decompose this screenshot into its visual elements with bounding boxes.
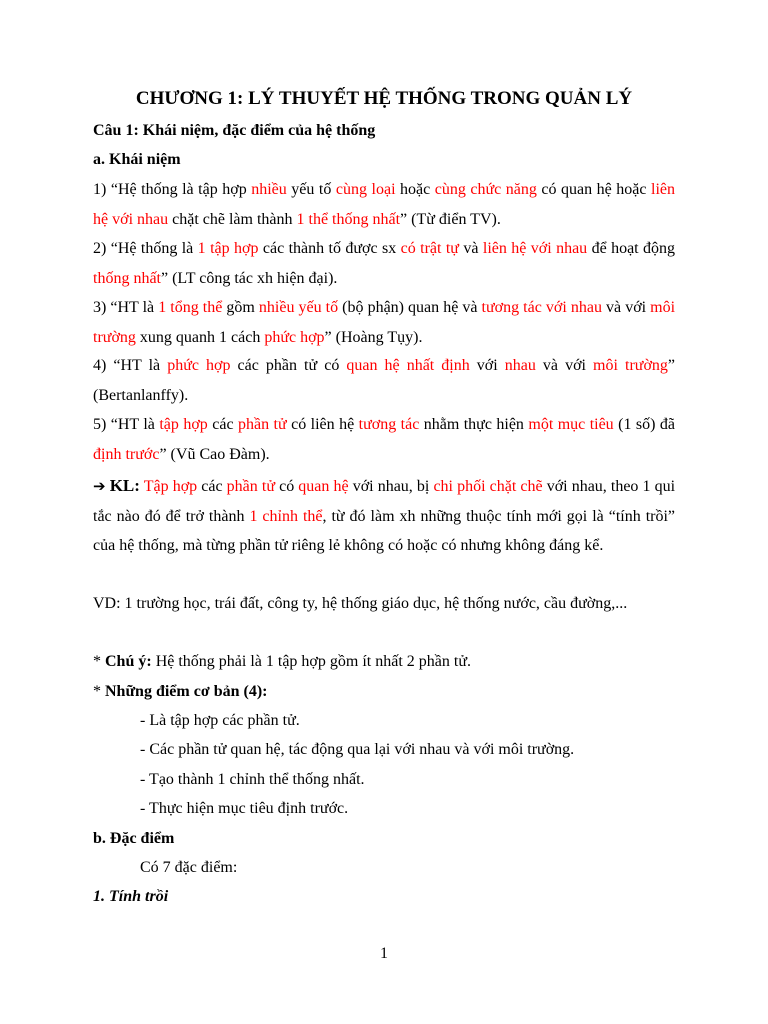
highlighted-term: cùng loại	[335, 181, 396, 198]
section-a-heading: a. Khái niệm	[93, 151, 181, 168]
basics-heading	[93, 680, 267, 704]
highlighted-term: 1 thể thống nhất	[296, 210, 401, 228]
note-text: Hệ thống phải là 1 tập hợp gồm ít nhất 2 phần tử.	[151, 653, 471, 670]
highlighted-term: quan hệ nhất định	[346, 357, 470, 374]
highlighted-term: 1 chỉnh thể	[249, 507, 323, 525]
question-heading: Câu 1: Khái niệm, đặc điểm của hệ thống	[93, 122, 376, 139]
chapter-title: CHƯƠNG 1: LÝ THUYẾT HỆ THỐNG TRONG QUẢN LÝ	[135, 88, 633, 109]
basics-prefix: *	[93, 683, 105, 700]
highlighted-term: phần tử	[226, 478, 275, 495]
highlighted-term: liên hệ với nhau	[93, 181, 676, 228]
note-line	[93, 650, 471, 674]
arrow-right-icon: ➔	[93, 477, 106, 495]
definition-2: 2) “Hệ thống là 1 tập hợp các thành tố được sx có trật tự và liên hệ với nhau để hoạt động thống nhất” (LT công tác xh hiện đại).	[93, 240, 676, 287]
highlighted-term: nhau	[504, 357, 536, 374]
highlighted-term: phức hợp	[167, 357, 231, 374]
note-label: Chú ý:	[105, 653, 152, 670]
highlighted-term: 1 tổng thể	[158, 299, 223, 316]
highlighted-term: quan hệ	[298, 478, 349, 495]
highlighted-term: chi phối chặt chẽ	[433, 478, 543, 495]
highlighted-term: liên hệ với nhau	[482, 240, 588, 257]
highlighted-term: nhiều	[251, 181, 287, 198]
highlighted-term: định trước	[93, 445, 160, 463]
conclusion-label: KL:	[109, 476, 140, 495]
conclusion-paragraph	[93, 471, 675, 561]
highlighted-term: tương tác	[358, 416, 420, 433]
highlighted-term: một mục tiêu	[528, 416, 614, 433]
highlighted-term: thống nhất	[93, 269, 161, 287]
feature-1-heading: 1. Tính trồi	[93, 888, 169, 905]
basic-point-3: - Tạo thành 1 chỉnh thể thống nhất.	[140, 771, 365, 788]
definition-3: 3) “HT là 1 tổng thể gồm nhiều yếu tố (bộ phận) quan hệ và tương tác với nhau và với môi trường xung quanh 1 cách phức hợp” (Hoàng Tụy).	[93, 299, 676, 346]
highlighted-term: tương tác với nhau	[481, 299, 602, 316]
definition-5: 5) “HT là tập hợp các phần tử có liên hệ tương tác nhằm thực hiện một mục tiêu (1 số) đã định trước” (Vũ Cao Đàm).	[93, 416, 675, 463]
note-prefix: *	[93, 653, 105, 670]
highlighted-term: phức hợp	[264, 328, 325, 346]
conclusion-text: Tập hợp các phần tử có quan hệ với nhau, bị chi phối chặt chẽ với nhau, theo 1 qui tắc nào đó để trở thành 1 chỉnh thể, từ đó làm xh những thuộc tính mới gọi là “tính trồi” của hệ thống, mà từng phần tử riêng lẻ không có hoặc có nhưng không đáng kể.	[93, 478, 676, 555]
highlighted-term: cùng chức năng	[434, 181, 537, 198]
highlighted-term: môi trường	[93, 299, 676, 346]
section-b-heading: b. Đặc điểm	[93, 830, 175, 847]
definition-4: 4) “HT là phức hợp các phần tử có quan hệ nhất định với nhau và với môi trường” (Bertanlanffy).	[93, 357, 676, 404]
basic-point-1: - Là tập hợp các phần tử.	[140, 712, 300, 729]
highlighted-term: có trật tự	[400, 240, 459, 257]
highlighted-term: môi trường	[593, 357, 668, 374]
basic-point-4: - Thực hiện mục tiêu định trước.	[140, 800, 349, 817]
highlighted-term: Tập hợp	[143, 478, 198, 495]
feature-count: Có 7 đặc điểm:	[140, 859, 238, 876]
basics-label: Những điểm cơ bản (4):	[105, 683, 268, 700]
highlighted-term: nhiều yếu tố	[258, 299, 339, 316]
highlighted-term: 1 tập hợp	[197, 240, 259, 257]
highlighted-term: phần tử	[237, 416, 287, 433]
page-number: 1	[380, 945, 388, 962]
highlighted-term: tập hợp	[159, 416, 208, 433]
basic-point-2: - Các phần tử quan hệ, tác động qua lại với nhau và với môi trường.	[140, 741, 575, 758]
example-paragraph: VD: 1 trường học, trái đất, công ty, hệ thống giáo dục, hệ thống nước, cầu đường,...	[93, 595, 628, 612]
definition-1: 1) “Hệ thống là tập hợp nhiều yếu tố cùng loại hoặc cùng chức năng có quan hệ hoặc liên hệ với nhau chặt chẽ làm thành 1 thể thống nhất” (Từ điển TV).	[93, 181, 676, 228]
